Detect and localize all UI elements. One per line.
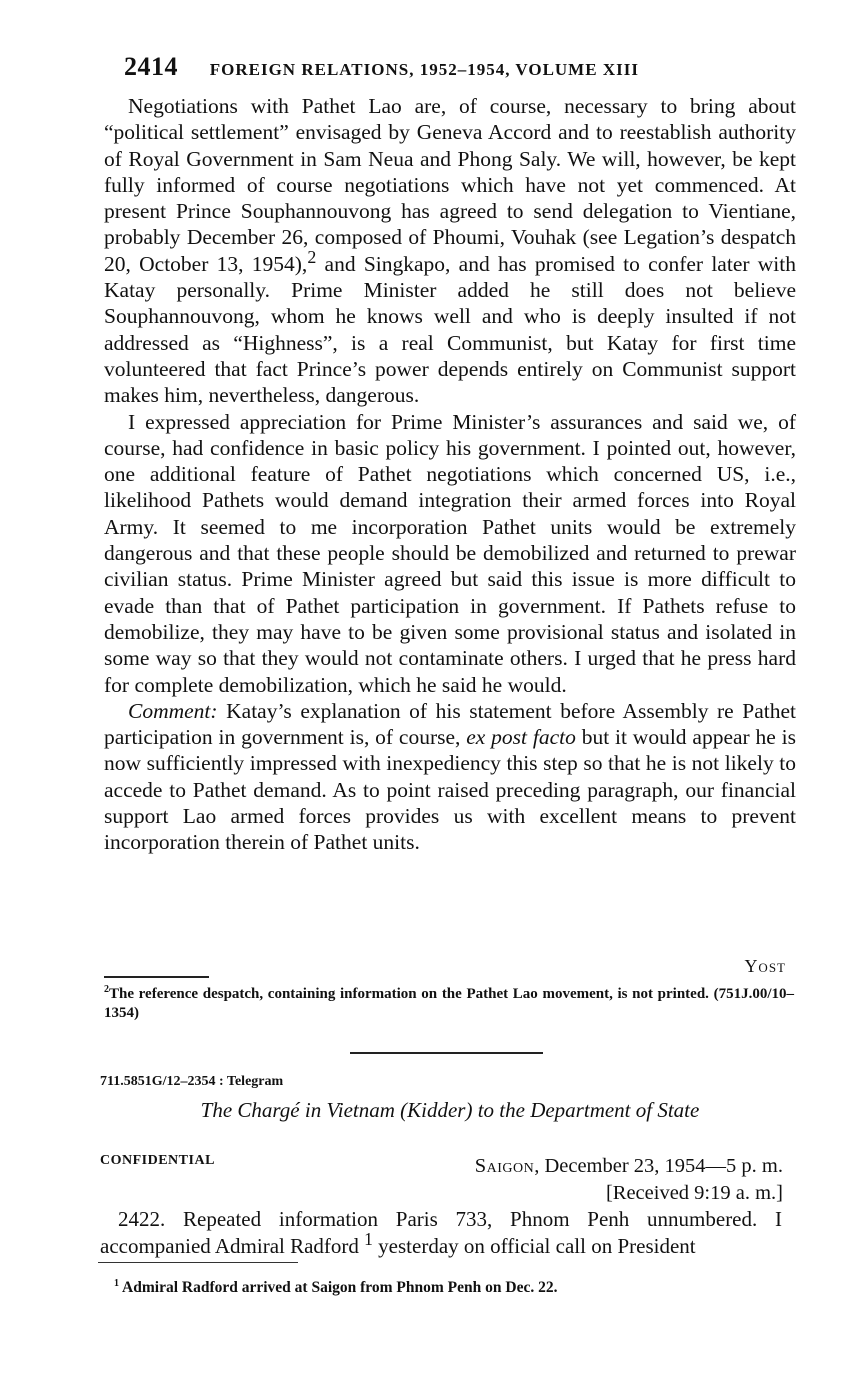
paragraph-3-text-a: Katay’s explanation of his statement before Assembly re Pathet participation in government is, of course, [104, 698, 796, 750]
telegram-text-a: 2422. Repeated information Paris 733, Phnom Penh unnumbered. I accompanied Admiral Radford [100, 1207, 782, 1258]
footnote-divider-bottom [98, 1262, 298, 1263]
page-number: 2414 [124, 52, 178, 81]
file-number: 711.5851G/12–2354 : Telegram [100, 1074, 284, 1089]
footnote-1 [114, 1279, 557, 1297]
paragraph-1 [104, 93, 796, 409]
footnote-2-text: The reference despatch, containing information on the Pathet Lao movement, is not printed. (751J.00/10–1354) [104, 986, 794, 1021]
section-divider [350, 1052, 543, 1054]
running-head [124, 52, 801, 82]
signature: Yost [744, 956, 786, 976]
dateline-place: Saigon [474, 1155, 535, 1177]
classification: CONFIDENTIAL [100, 1153, 215, 1168]
body-text [104, 93, 796, 856]
dateline [475, 1153, 783, 1207]
received-time: [Received 9:19 a. m.] [605, 1182, 783, 1204]
footnote-divider [104, 976, 209, 978]
document-title: The Chargé in Vietnam (Kidder) to the Department of State [200, 1098, 700, 1122]
footnote-2-marker: 2 [104, 984, 109, 995]
footnote-2 [104, 985, 794, 1023]
paragraph-3-text-b: but it would appear he is now sufficiently impressed with inexpediency this step so that he is not likely to accede to Pathet demand. As to point raised preceding paragraph, our financial support Lao armed forces provides us with excellent means to prevent incorporation therein of Pathet units. [104, 725, 797, 855]
telegram-text [100, 1206, 782, 1259]
paragraph-3 [104, 698, 796, 856]
dateline-main [475, 1153, 783, 1180]
paragraph-1-continued: and Singkapo, and has promised to confer later with Katay personally. Prime Minister added he still does not believe Souphannouvong, whom he knows well and who is deeply insulted if not addressed as “Highness”, is a real Communist, but Katay for first time volunteered that fact Prince’s power depends entirely on Communist support makes him, nevertheless, dangerous. [104, 251, 797, 408]
footnote-ref-1: 1 [364, 1228, 373, 1249]
comment-label: Comment: [128, 698, 218, 723]
telegram-paragraph [100, 1206, 782, 1259]
paragraph-3-italic: ex post facto [466, 725, 576, 750]
footnote-ref-2: 2 [307, 246, 317, 267]
footnote-1-text: Admiral Radford arrived at Saigon from Phnom Penh on Dec. 22. [122, 1279, 558, 1296]
telegram-text-b: yesterday on official call on President [372, 1233, 696, 1258]
paragraph-2: I expressed appreciation for Prime Minister’s assurances and said we, of course, had confidence in basic policy his government. I pointed out, however, one additional feature of Pathet negotiations which concerned US, i.e., likelihood Pathets would demand integration their armed forces into Royal Army. It seemed to me incorporation Pathet units would be extremely dangerous and that these people should be demobilized and returned to prewar civilian status. Prime Minister agreed but said this issue is more difficult to evade than that of Pathet participation in government. If Pathets refuse to demobilize, they may have to be given some provisional status and isolated in some way so that they would not contaminate others. I urged that he press hard for complete demobilization, which he said he would. [104, 409, 796, 697]
running-title: FOREIGN RELATIONS, 1952–1954, VOLUME XIII [209, 60, 639, 79]
footnote-1-marker: 1 [114, 1277, 119, 1289]
dateline-date: , December 23, 1954—5 p. m. [534, 1155, 783, 1177]
paragraph-1-text: Negotiations with Pathet Lao are, of course, necessary to bring about “political settlement” envisaged by Geneva Accord and to reestablish authority of Royal Government in Sam Neua and Phong Saly. We will, however, be kept fully informed of course negotiations which have not yet commenced. At present Prince Souphannouvong has agreed to send delegation to Vientiane, probably December 26, composed of Phoumi, Vouhak (see Legation’s despatch 20, October 13, 1954), [104, 94, 796, 276]
